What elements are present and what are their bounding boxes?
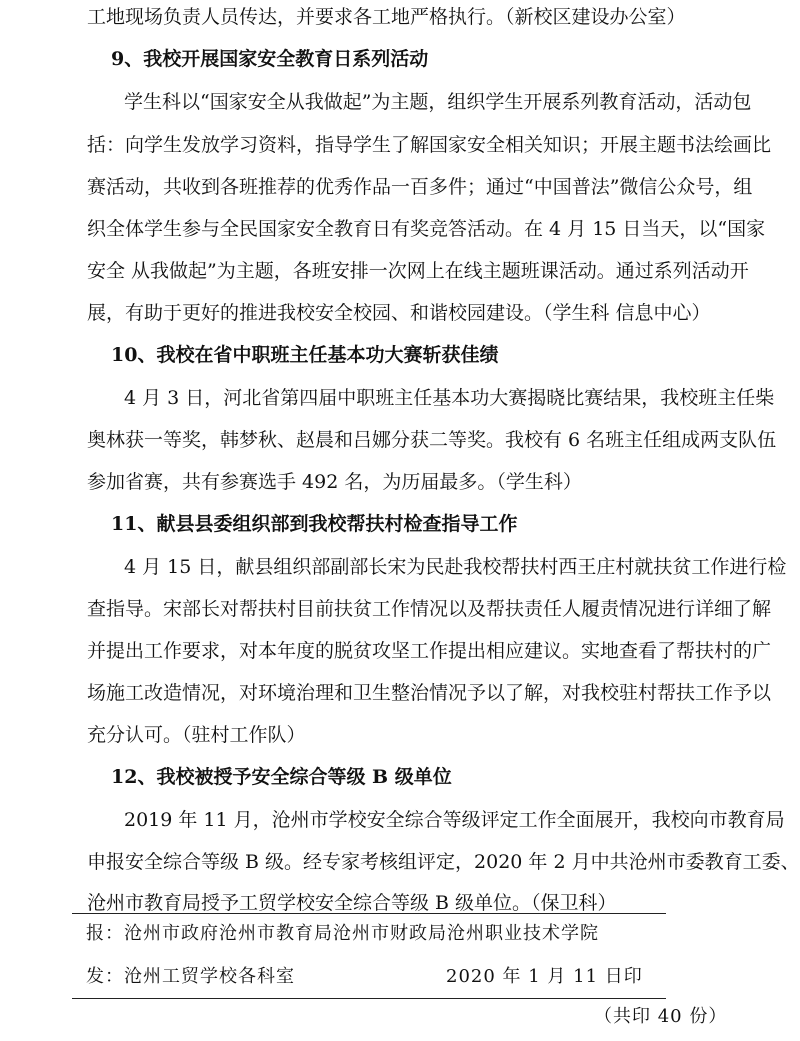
section9-line: 安全 从我做起”为主题，各班安排一次网上在线主题班课活动。通过系列活动开 (87, 260, 749, 282)
report-to-line: 报：沧州市政府沧州市教育局沧州市财政局沧州职业技术学院 (86, 923, 599, 944)
section11-line: 充分认可。（驻村工作队） (87, 724, 306, 746)
section11-line: 场施工改造情况，对环境治理和卫生整治情况予以了解，对我校驻村帮扶工作予以 (87, 682, 772, 704)
section10-line: 奥林获一等奖，韩梦秋、赵晨和吕娜分获二等奖。我校有 6 名班主任组成两支队伍 (87, 429, 777, 451)
section11-line: 查指导。宋部长对帮扶村目前扶贫工作情况以及帮扶责任人履责情况进行详细了解 (87, 598, 772, 620)
section9-line: 织全体学生参与全民国家安全教育日有奖竞答活动。在 4 月 15 日当天，以“国家 (87, 218, 766, 240)
section11-title: 11、献县县委组织部到我校帮扶村检查指导工作 (111, 513, 518, 535)
section12-line: 申报安全综合等级 B 级。经专家考核组评定，2020 年 2 月中共沧州市委教育工委、 (87, 851, 800, 873)
section8-tail: 工地现场负责人员传达，并要求各工地严格执行。（新校区建设办公室） (87, 6, 686, 28)
print-date: 2020 年 1 月 11 日印 (446, 966, 643, 987)
section12-title: 12、我校被授予安全综合等级 B 级单位 (111, 766, 452, 788)
section11-line: 4 月 15 日，献县组织部副部长宋为民赴我校帮扶村西王庄村就扶贫工作进行检 (124, 556, 787, 578)
section12-line: 沧州市教育局授予工贸学校安全综合等级 B 级单位。（保卫科） (87, 892, 617, 914)
section10-line: 参加省赛，共有参赛选手 492 名，为历届最多。（学生科） (87, 471, 582, 493)
section10-title: 10、我校在省中职班主任基本功大赛斩获佳绩 (111, 344, 499, 366)
section12-line: 2019 年 11 月，沧州市学校安全综合等级评定工作全面展开，我校向市教育局 (124, 809, 785, 831)
footer-top-rule (72, 913, 666, 914)
section9-line: 学生科以“国家安全从我做起”为主题，组织学生开展系列教育活动，活动包 (124, 91, 752, 113)
copies-count: （共印 40 份） (594, 1006, 728, 1027)
footer-bottom-rule (72, 998, 666, 999)
section10-line: 4 月 3 日，河北省第四届中职班主任基本功大赛揭晓比赛结果，我校班主任柴 (124, 387, 775, 409)
section9-title: 9、我校开展国家安全教育日系列活动 (111, 48, 429, 70)
section9-line: 括：向学生发放学习资料，指导学生了解国家安全相关知识；开展主题书法绘画比 (87, 134, 772, 156)
section11-line: 并提出工作要求，对本年度的脱贫攻坚工作提出相应建议。实地查看了帮扶村的广 (87, 640, 772, 662)
send-to-line: 发：沧州工贸学校各科室 (86, 966, 295, 987)
section9-line: 赛活动，共收到各班推荐的优秀作品一百多件；通过“中国普法”微信公众号，组 (87, 176, 753, 198)
section9-line: 展，有助于更好的推进我校安全校园、和谐校园建设。（学生科 信息中心） (87, 302, 711, 324)
